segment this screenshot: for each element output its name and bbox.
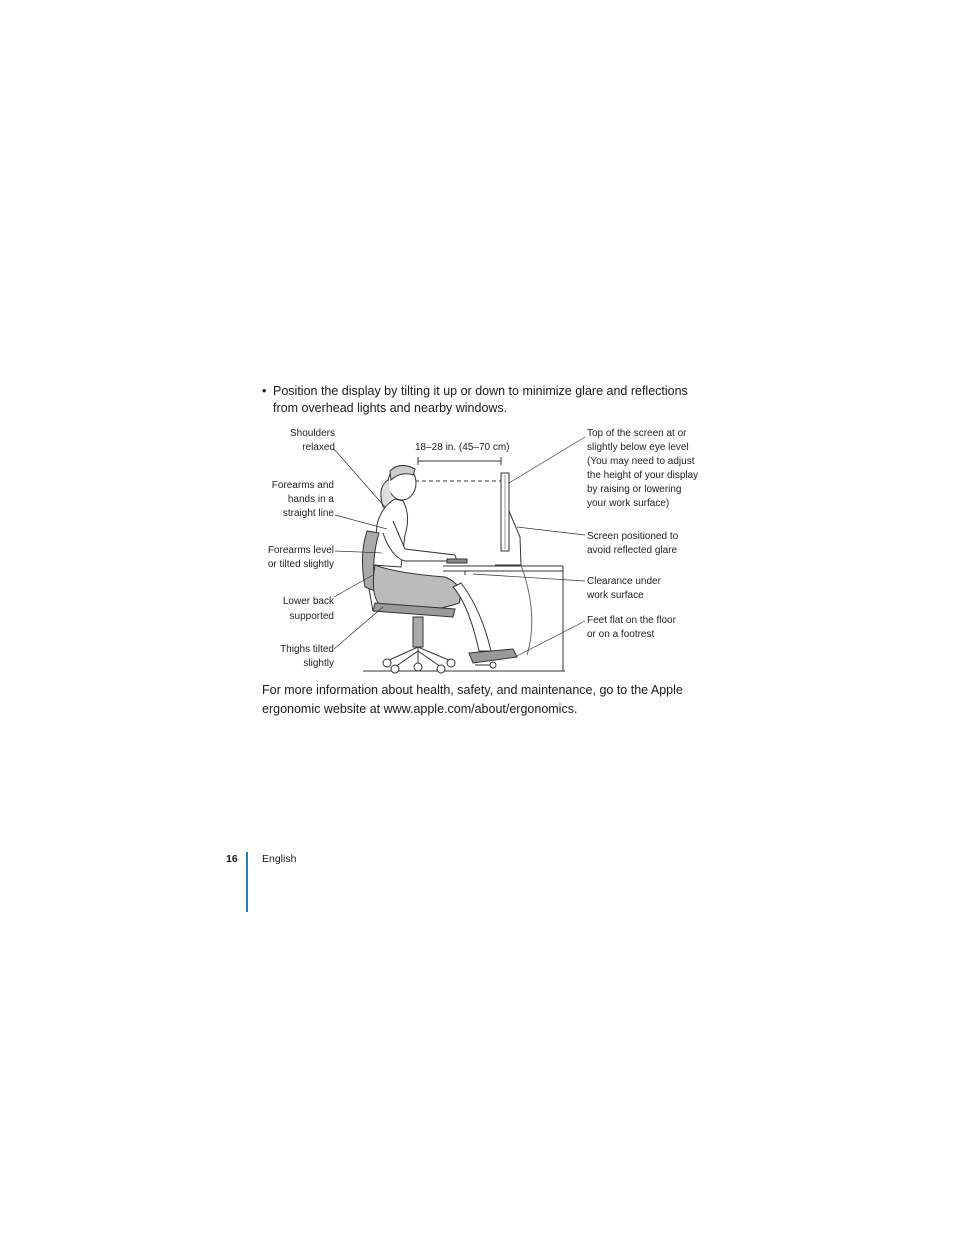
footer-language: English — [262, 853, 297, 865]
label-clearance: Clearance under work surface — [587, 576, 661, 601]
label-screen-top: Top of the screen at or slightly below eye level (You may need to adjust the height of your display by raising or lowering your work surface) — [587, 428, 699, 509]
page-number: 16 — [226, 853, 238, 865]
label-forearms-level: Forearms level or tilted slightly — [267, 545, 334, 570]
label-forearms-hands: Forearms and hands in a straight line — [271, 480, 334, 519]
label-shoulders: Shoulders relaxed — [289, 428, 335, 453]
label-lower-back: Lower back supported — [282, 596, 334, 622]
info-paragraph: For more information about health, safety, and maintenance, go to the Apple ergonomic website at www.apple.com/about/ergonomics. — [262, 683, 683, 716]
bullet-item — [262, 383, 712, 417]
bullet-marker: • — [262, 384, 267, 398]
label-thighs: Thighs tilted slightly — [280, 644, 334, 669]
label-feet: Feet flat on the floor or on a footrest — [587, 615, 676, 640]
label-distance: 18–28 in. (45–70 cm) — [415, 442, 510, 453]
bullet-text: Position the display by tilting it up or down to minimize glare and reflections from overhead lights and nearby windows. — [273, 384, 688, 415]
footer-rule — [246, 852, 248, 912]
label-screen-position: Screen positioned to avoid reflected glare — [587, 531, 679, 556]
ergonomics-figure — [255, 425, 715, 675]
